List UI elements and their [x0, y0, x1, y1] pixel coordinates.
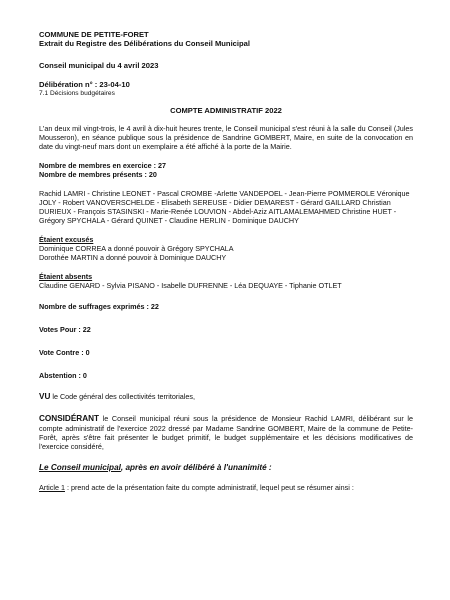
vu-lead: VU [39, 391, 51, 401]
vu-text: le Code général des collectivités territoriales, [50, 391, 195, 401]
decision-text: , après en avoir délibéré à l'unanimité : [120, 463, 272, 473]
absent-heading: Étaient absents [39, 271, 93, 281]
article-1-paragraph [39, 483, 413, 492]
absent-list: Claudine GENARD - Sylvia PISANO - Isabelle DUFRENNE - Léa DEQUAYE - Tiphanie OTLET [39, 280, 342, 290]
article-1-text: : prend acte de la présentation faite du compte administratif, lequel peut se résumer ainsi : [64, 483, 354, 493]
votes-against: Vote Contre : 0 [39, 347, 90, 357]
decision-lead: Le Conseil municipal [39, 463, 121, 473]
document-title: COMPTE ADMINISTRATIF 2022 [170, 106, 282, 116]
excused-heading: Étaient excusés [39, 234, 94, 244]
register-extract: Extrait du Registre des Délibérations du Conseil Municipal [39, 39, 250, 49]
abstentions: Abstention : 0 [39, 370, 87, 380]
considerant-text: le Conseil municipal réuni sous la présidence de Monsieur Rachid LAMRI, délibérant sur le compte administratif de l'exercice 2022 dressé par Madame Sandrine GOMBERT, Maire de la commune de Petite-Forêt, après s'être fait présenter le budget primitif, le budget supplémentaire et les décisions modificatives de l'exercice considéré, [39, 413, 413, 452]
considerant-paragraph [39, 414, 413, 451]
deliberation-category: 7.1 Décisions budgétaires [39, 89, 115, 97]
commune-name: COMMUNE DE PETITE-FORET [39, 30, 149, 39]
suffrages-count: Nombre de suffrages exprimés : 22 [39, 301, 159, 311]
vu-paragraph [39, 392, 413, 402]
intro-paragraph: L'an deux mil vingt-trois, le 4 avril à dix-huit heures trente, le Conseil municipal s'est réuni à la salle du Conseil (Jules Mousseron), en séance publique sous la présidence de Sandrine GOMBERT, Maire, en suite de la convocation en date du vingt-neuf mars dont un exemplaire a été affiché à la porte de la Mairie. [39, 123, 413, 151]
members-present-list: Rachid LAMRI - Christine LEONET - Pascal CROMBE -Arlette VANDEPOEL - Jean-Pierre POMMEROLE Véronique JOLY - Robert VANOVERSCHELDE - Elisabeth SEREUSE - Didier DEMAREST - Gérard GAILLARD Christian DURIEUX - François STASINSKI - Marie-Renée LOUVION - Abdel-Aziz AITLAMALEMAHMED Christine HUET - Grégory SPYCHALA - Gérard QUINET - Claudine HERLIN - Dominique DAUCHY [39, 188, 410, 225]
considerant-lead: CONSIDÉRANT [39, 413, 100, 423]
decision-paragraph [39, 463, 413, 473]
members-in-office: Nombre de membres en exercice : 27 [39, 160, 167, 170]
deliberation-number: Délibération n° : 23-04-10 [39, 80, 130, 90]
excused-line: Dorothée MARTIN a donné pouvoir à Dominique DAUCHY [39, 252, 227, 262]
meeting-title: Conseil municipal du 4 avril 2023 [39, 60, 159, 70]
votes-for: Votes Pour : 22 [39, 324, 91, 334]
members-present-count: Nombre de membres présents : 20 [39, 169, 157, 179]
article-1-label: Article 1 [39, 483, 65, 493]
excused-line: Dominique CORREA a donné pouvoir à Grégory SPYCHALA [39, 243, 234, 253]
